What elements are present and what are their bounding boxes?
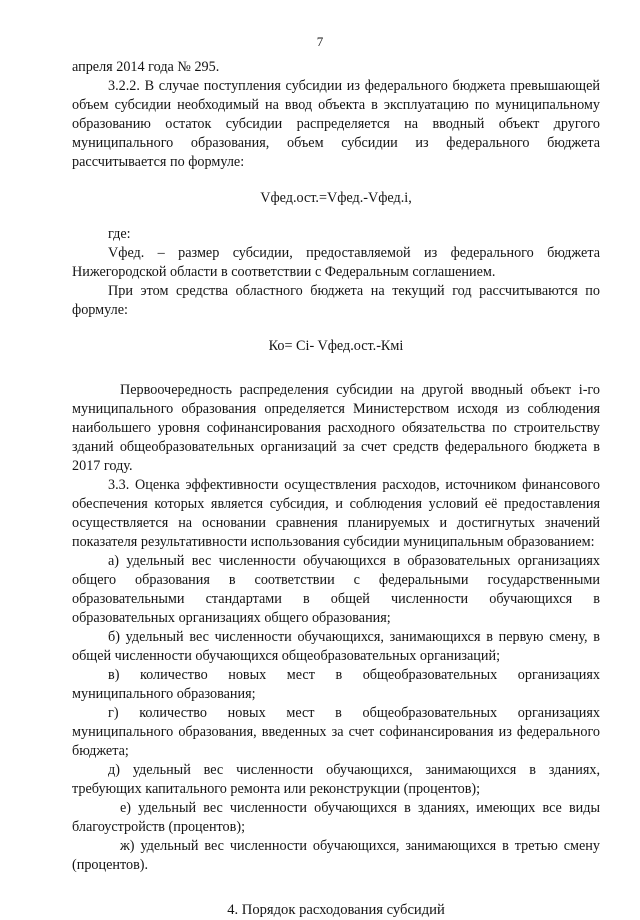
section-heading: 4. Порядок расходования субсидий: [227, 902, 445, 918]
list-item-v: в) количество новых мест в общеобразовательных организациях муниципального образования;: [72, 667, 600, 702]
formula-vfed-ost: Vфед.ост.=Vфед.-Vфед.i,: [260, 190, 412, 206]
list-item-a: а) удельный вес численности обучающихся в образовательных организациях общего образования в соответствии с федеральными государственными образовательными стандартами в общей численности обучающихся в образовательных организациях общего образования;: [72, 553, 600, 626]
list-item-d: д) удельный вес численности обучающихся, занимающихся в зданиях, требующих капитального ремонта или реконструкции (процентов);: [72, 762, 600, 797]
paragraph-3-2-2: 3.2.2. В случае поступления субсидии из федерального бюджета превышающей объем субсидии необходимый на ввод объекта в эксплуатацию по муниципальному образованию остаток субсидии распределяется на вводный объект другого муниципального образования, объем субсидии из федерального бюджета рассчитывается по формуле:: [72, 78, 600, 170]
paragraph-date: апреля 2014 года № 295.: [72, 59, 220, 75]
list-item-e: е) удельный вес численности обучающихся в зданиях, имеющих все виды благоустройств (процентов);: [72, 800, 600, 835]
list-item-g: г) количество новых мест в общеобразовательных организациях муниципального образования, введенных за счет софинансирования из федерального бюджета;: [72, 705, 600, 759]
page-number: 7: [316, 34, 324, 49]
list-item-zh: ж) удельный вес численности обучающихся, занимающихся в третью смену (процентов).: [72, 838, 600, 873]
where-label: где:: [108, 226, 131, 242]
paragraph-priority: Первоочередность распределения субсидии на другой вводный объект i-го муниципального образования определяется Министерством исходя из соблюдения наибольшего уровня софинансирования расходного обязательства по строительству зданий общеобразовательных организаций за счет средств федерального бюджета в 2017 году.: [72, 382, 600, 474]
paragraph-3-3: 3.3. Оценка эффективности осуществления расходов, источником финансового обеспечения которых является субсидия, и соблюдения условий её предоставления осуществляется на основании сравнения планируемых и достигнутых значений показателя результативности использования субсидии муниципальным образованием:: [72, 477, 600, 550]
definition-vfed: Vфед. – размер субсидии, предоставляемой из федерального бюджета Нижегородской области в соответствии с Федеральным соглашением.: [72, 245, 600, 280]
document-body: [72, 58, 600, 920]
formula-ko: Ко= Ci- Vфед.ост.-Кмi: [268, 338, 404, 354]
paragraph-regional-budget: При этом средства областного бюджета на текущий год рассчитываются по формуле:: [72, 283, 600, 318]
list-item-b: б) удельный вес численности обучающихся, занимающихся в первую смену, в общей численности обучающихся общеобразовательных организаций;: [72, 629, 600, 664]
